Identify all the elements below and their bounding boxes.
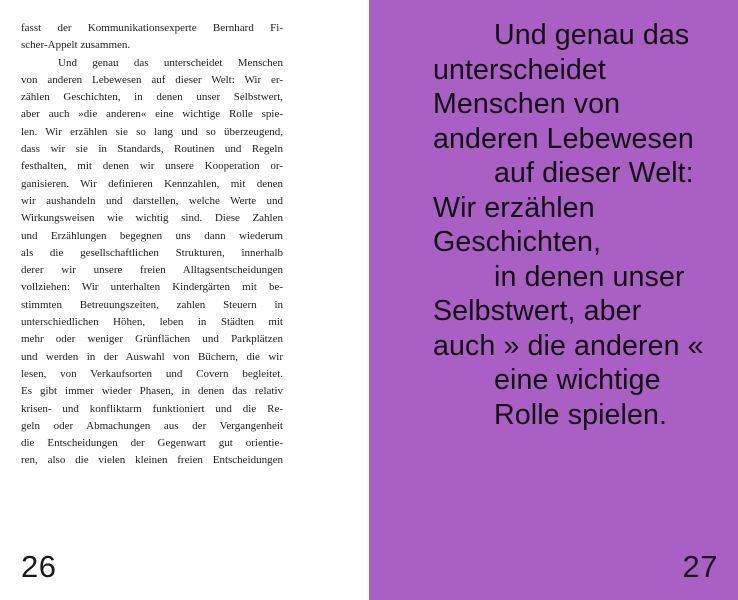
body-text-line: wir aushandeln und darstellen, welche Werte und bbox=[21, 194, 283, 207]
pull-quote-line: eine wichtige bbox=[494, 364, 661, 396]
pull-quote-line: in denen unser bbox=[494, 260, 685, 293]
body-text-line: geln oder Abmachungen aus der Vergangenheit bbox=[21, 419, 283, 432]
body-text-line: scher-Appelt zusammen. bbox=[21, 39, 131, 52]
pull-quote-line: auch » die anderen « bbox=[433, 329, 704, 362]
body-text-line: von anderen Lebewesen auf dieser Welt: Wir er- bbox=[21, 73, 283, 86]
body-text-line: und Erzählungen begegnen uns dann wiederum bbox=[21, 229, 283, 242]
body-text-line: Und genau das unterscheidet Menschen bbox=[58, 56, 283, 69]
body-text-line: festhalten, mit denen wir unsere Kooperation or- bbox=[21, 160, 283, 173]
body-text-line: dass wir sie in Standards, Routinen und Regeln bbox=[21, 143, 283, 156]
pull-quote-line: Selbstwert, aber bbox=[433, 295, 642, 327]
pull-quote-line: Menschen von bbox=[433, 88, 621, 120]
body-text-line: aber auch »die anderen« eine wichtige Rolle spie- bbox=[21, 108, 283, 121]
pull-quote-line: Wir erzählen bbox=[433, 191, 595, 224]
pull-quote-line: Geschichten, bbox=[433, 226, 602, 258]
page-number-left: 26 bbox=[21, 549, 57, 584]
body-text-line: und werden in der Auswahl von Büchern, die wir bbox=[21, 350, 283, 363]
pull-quote-line: Und genau das bbox=[494, 19, 690, 51]
pull-quote-line: unterscheidet bbox=[433, 53, 606, 86]
right-page bbox=[369, 0, 738, 600]
body-text-line: mehr oder weniger Grünflächen und Parkplätzen bbox=[21, 333, 283, 346]
body-text-line: len. Wir erzählen sie so lang und so überzeugend, bbox=[21, 125, 283, 138]
body-text-line: ren, also die vielen kleinen freien Entscheidungen bbox=[21, 454, 283, 467]
page-number-right: 27 bbox=[682, 549, 718, 584]
body-text-line: als die gesellschaftlichen Strukturen, innerhalb bbox=[21, 246, 283, 259]
body-text-line: krisen- und konfliktarm funktioniert und die Re- bbox=[21, 402, 283, 415]
body-text-line: zählen Geschichten, in denen unser Selbstwert, bbox=[21, 91, 283, 104]
pull-quote bbox=[433, 18, 733, 432]
body-text-line: die Entscheidungen der Gegenwart gut orientie- bbox=[21, 437, 283, 450]
body-text-line: Wirkungsweisen wie wichtig sind. Diese Zahlen bbox=[21, 212, 283, 225]
pull-quote-line: Rolle spielen. bbox=[494, 398, 668, 431]
body-text-line: derer wir unsere freien Alltagsentscheidungen bbox=[21, 264, 283, 277]
body-text-line: fasst der Kommunikationsexperte Bernhard Fi- bbox=[21, 22, 283, 34]
body-text-line: vollziehen: Wir unterhalten Kindergärten mit be- bbox=[21, 281, 283, 294]
body-text-line: lesen, von Verkaufsorten und Covern begleitet. bbox=[21, 367, 283, 380]
body-text-column bbox=[21, 20, 283, 470]
body-text-line: Es gibt immer wieder Phasen, in denen das relativ bbox=[21, 385, 283, 398]
body-text-line: unterschiedlichen Höhen, leben in Städten mit bbox=[21, 316, 283, 329]
body-text-line: ganisieren. Wir definieren Kennzahlen, mit denen bbox=[21, 177, 283, 190]
body-text-line: stimmten Betreuungszeiten, zahlen Steuern in bbox=[21, 298, 283, 311]
pull-quote-line: auf dieser Welt: bbox=[494, 157, 694, 189]
pull-quote-line: anderen Lebewesen bbox=[433, 122, 694, 155]
